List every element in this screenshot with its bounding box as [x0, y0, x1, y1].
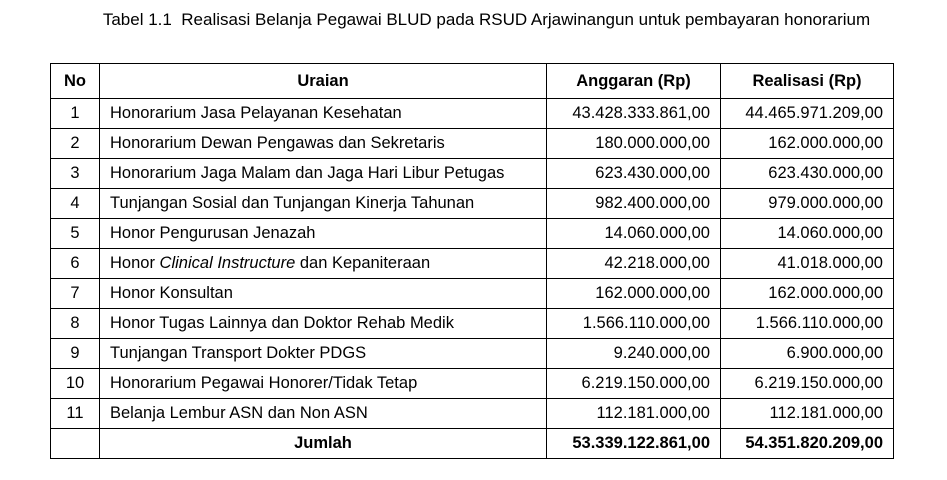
row-uraian: Honorarium Jasa Pelayanan Kesehatan — [100, 99, 547, 129]
row-anggaran: 6.219.150.000,00 — [547, 369, 721, 399]
row-anggaran: 42.218.000,00 — [547, 249, 721, 279]
total-anggaran: 53.339.122.861,00 — [547, 429, 721, 459]
header-no: No — [51, 64, 100, 99]
row-no: 1 — [51, 99, 100, 129]
table-row — [51, 339, 894, 369]
row-uraian: Tunjangan Transport Dokter PDGS — [100, 339, 547, 369]
row-no: 3 — [51, 159, 100, 189]
table-row — [51, 189, 894, 219]
row-uraian-pre: Honor — [110, 254, 155, 272]
row-realisasi: 14.060.000,00 — [721, 219, 894, 249]
row-no: 9 — [51, 339, 100, 369]
budget-table — [50, 63, 894, 459]
row-realisasi: 6.219.150.000,00 — [721, 369, 894, 399]
row-no: 4 — [51, 189, 100, 219]
row-realisasi: 41.018.000,00 — [721, 249, 894, 279]
table-row — [51, 129, 894, 159]
row-uraian: Belanja Lembur ASN dan Non ASN — [100, 399, 547, 429]
row-realisasi: 979.000.000,00 — [721, 189, 894, 219]
table-caption-label: Tabel 1.1 — [102, 10, 172, 29]
total-no-cell — [51, 429, 100, 459]
table-row — [51, 309, 894, 339]
row-no: 2 — [51, 129, 100, 159]
row-uraian: Honor Konsultan — [100, 279, 547, 309]
row-no: 8 — [51, 309, 100, 339]
row-no: 10 — [51, 369, 100, 399]
table-caption-text: Realisasi Belanja Pegawai BLUD pada RSUD Arjawinangun untuk pembayaran honorarium — [181, 10, 871, 29]
row-uraian-italic: Clinical Instructure — [159, 254, 296, 272]
table-caption — [40, 9, 933, 31]
table-row — [51, 399, 894, 429]
row-realisasi: 6.900.000,00 — [721, 339, 894, 369]
row-anggaran: 162.000.000,00 — [547, 279, 721, 309]
total-label: Jumlah — [100, 429, 547, 459]
row-anggaran: 14.060.000,00 — [547, 219, 721, 249]
row-uraian-post: dan Kepaniteraan — [299, 254, 431, 272]
row-realisasi: 623.430.000,00 — [721, 159, 894, 189]
header-realisasi: Realisasi (Rp) — [721, 64, 894, 99]
row-anggaran: 180.000.000,00 — [547, 129, 721, 159]
row-realisasi: 162.000.000,00 — [721, 129, 894, 159]
table-row — [51, 219, 894, 249]
row-uraian: Honorarium Dewan Pengawas dan Sekretaris — [100, 129, 547, 159]
row-anggaran: 623.430.000,00 — [547, 159, 721, 189]
row-realisasi: 112.181.000,00 — [721, 399, 894, 429]
row-uraian: Honor Tugas Lainnya dan Doktor Rehab Medik — [100, 309, 547, 339]
row-uraian: Honor Pengurusan Jenazah — [100, 219, 547, 249]
row-uraian: Tunjangan Sosial dan Tunjangan Kinerja Tahunan — [100, 189, 547, 219]
total-row — [51, 429, 894, 459]
row-uraian: Honorarium Pegawai Honorer/Tidak Tetap — [100, 369, 547, 399]
row-anggaran: 43.428.333.861,00 — [547, 99, 721, 129]
row-anggaran: 9.240.000,00 — [547, 339, 721, 369]
row-realisasi: 44.465.971.209,00 — [721, 99, 894, 129]
row-uraian: Honorarium Jaga Malam dan Jaga Hari Libur Petugas — [100, 159, 547, 189]
table-row — [51, 249, 894, 279]
table-row — [51, 279, 894, 309]
table-row — [51, 99, 894, 129]
row-anggaran: 982.400.000,00 — [547, 189, 721, 219]
table-header-row — [51, 64, 894, 99]
table-row — [51, 159, 894, 189]
row-no: 11 — [51, 399, 100, 429]
row-uraian — [100, 249, 547, 279]
row-anggaran: 112.181.000,00 — [547, 399, 721, 429]
row-anggaran: 1.566.110.000,00 — [547, 309, 721, 339]
row-realisasi: 1.566.110.000,00 — [721, 309, 894, 339]
row-no: 6 — [51, 249, 100, 279]
row-no: 7 — [51, 279, 100, 309]
row-realisasi: 162.000.000,00 — [721, 279, 894, 309]
header-anggaran: Anggaran (Rp) — [547, 64, 721, 99]
row-no: 5 — [51, 219, 100, 249]
table-row — [51, 369, 894, 399]
total-realisasi: 54.351.820.209,00 — [721, 429, 894, 459]
header-uraian: Uraian — [100, 64, 547, 99]
